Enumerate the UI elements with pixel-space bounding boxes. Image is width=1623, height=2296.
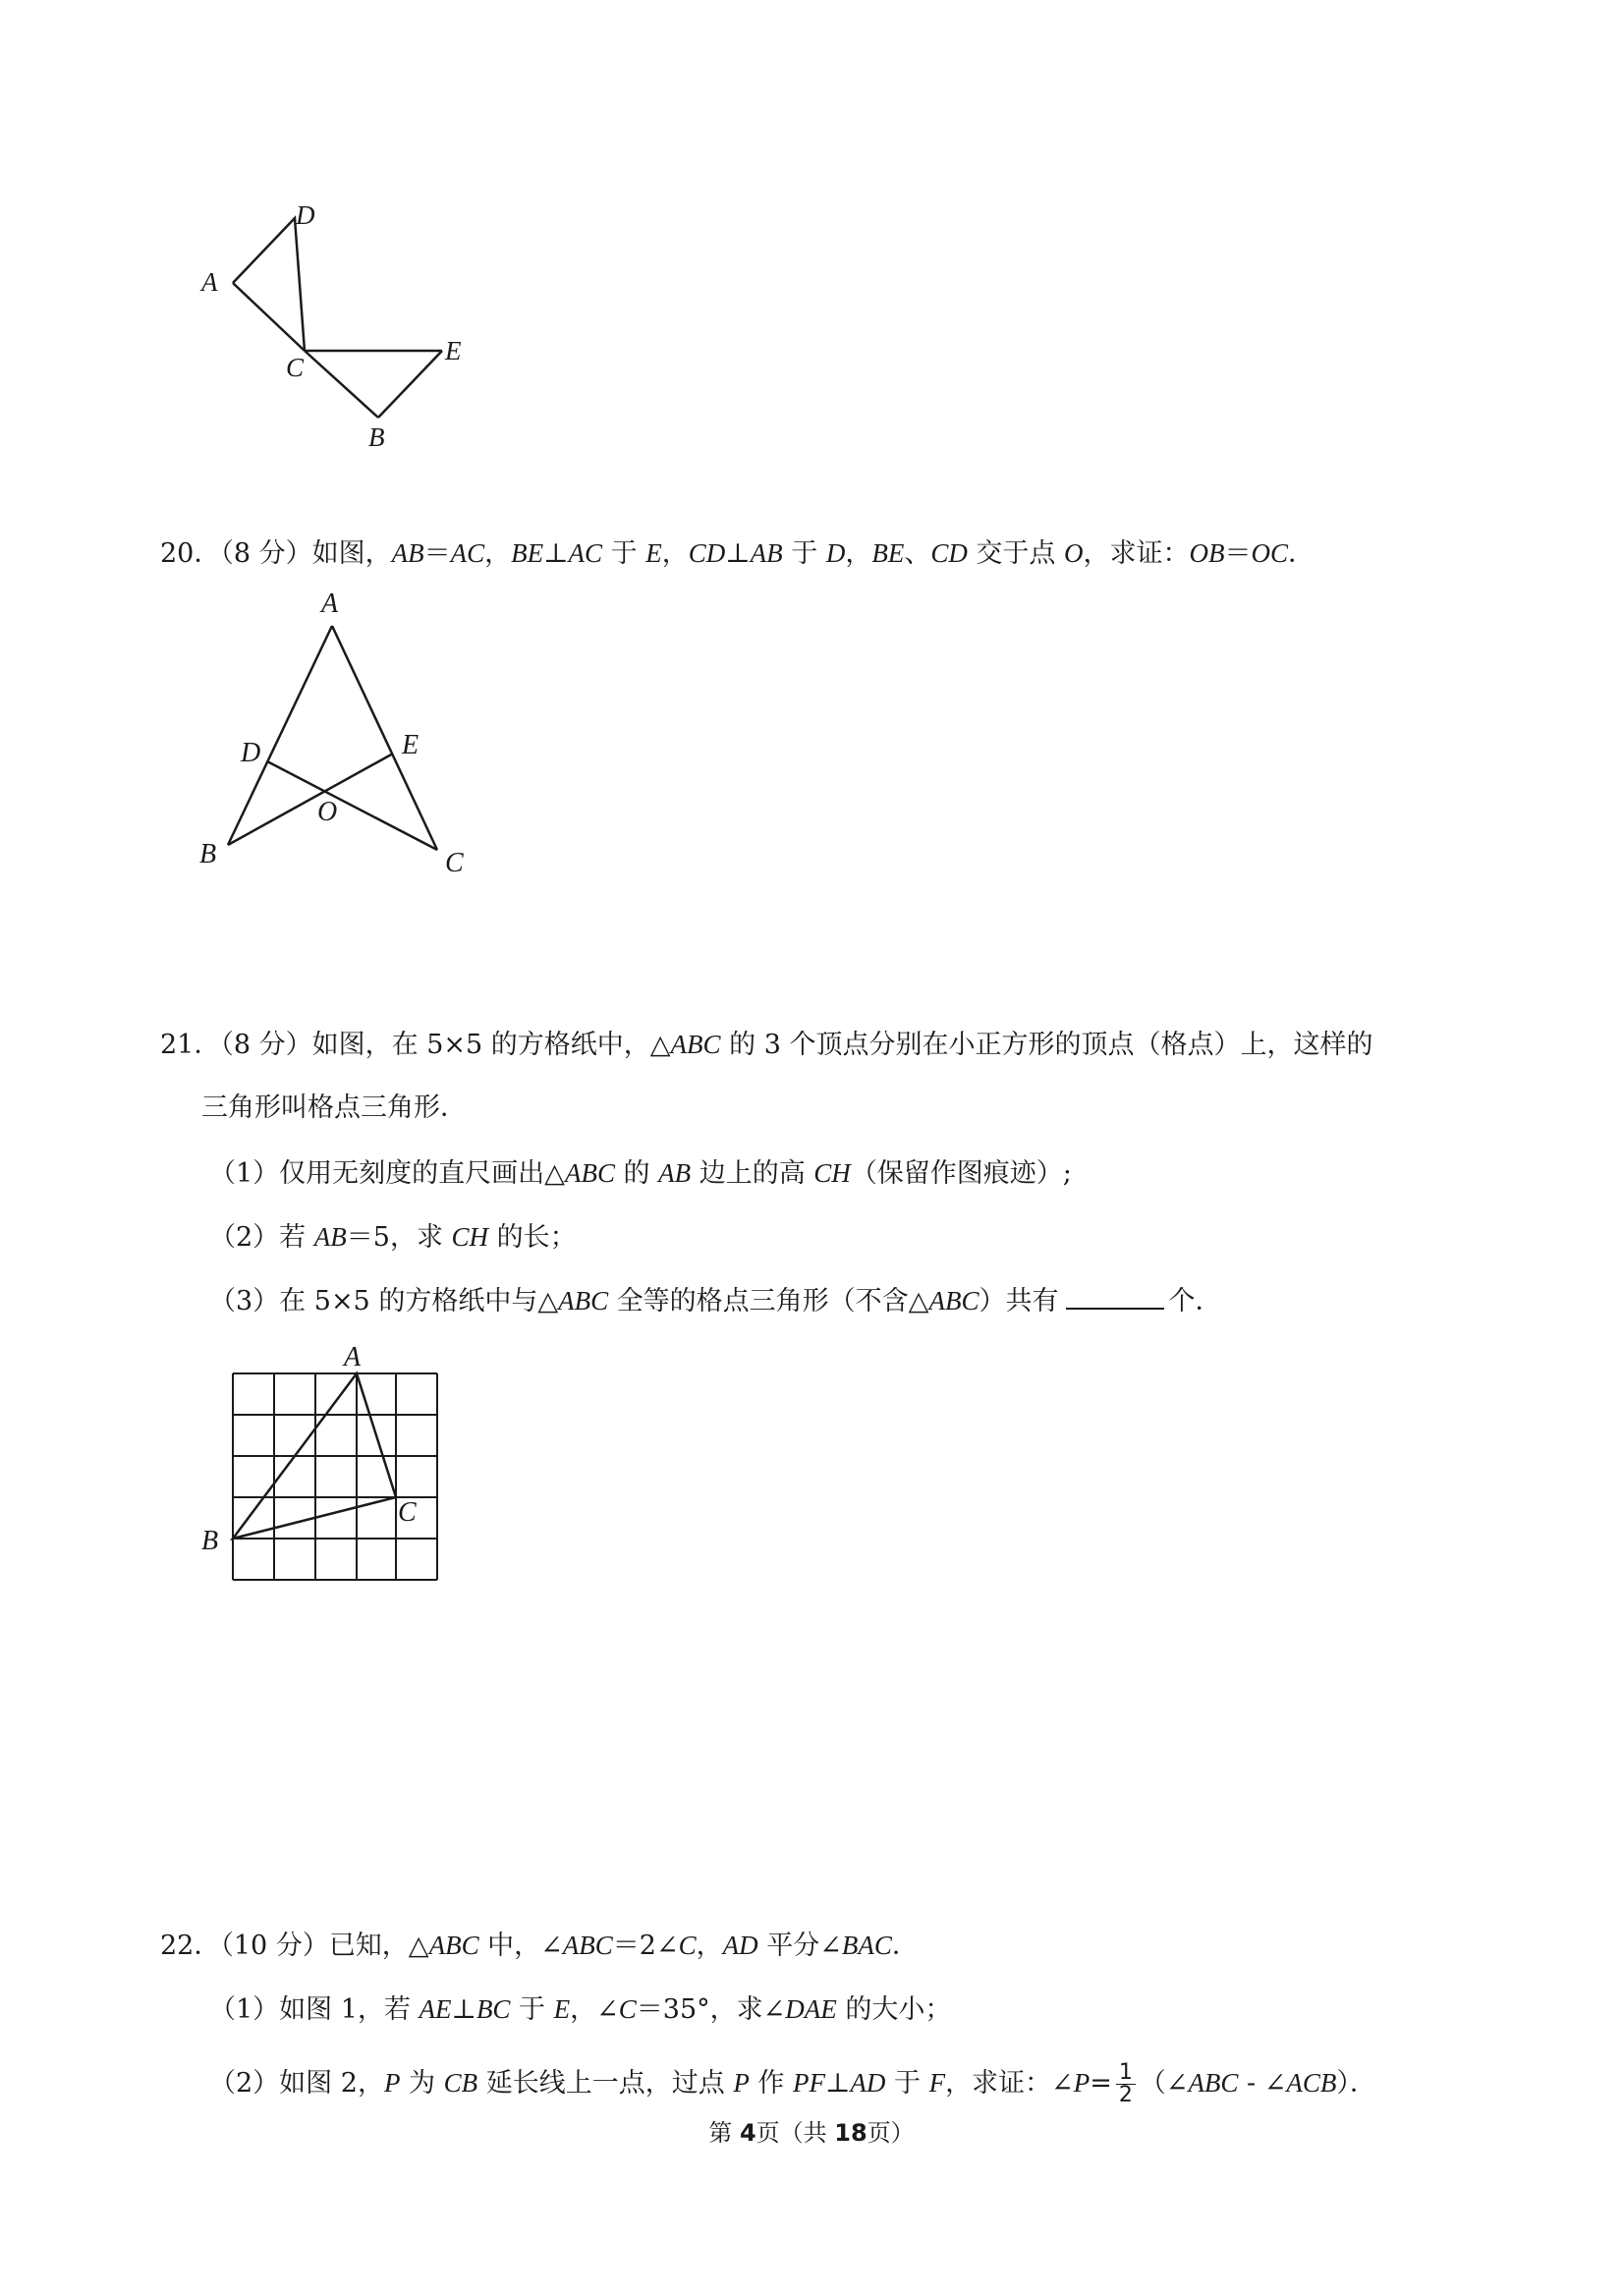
q21-part1: （1）仅用无刻度的直尺画出△ABC 的 AB 边上的高 CH（保留作图痕迹）; xyxy=(209,1158,1072,1189)
label-E: E xyxy=(402,730,420,760)
label-D: D xyxy=(241,738,261,768)
q22-part2: （2）如图 2，P 为 CB 延长线上一点，过点 P 作 PF⊥AD 于 F，求证：∠P= $\frac{1}{2}$ （∠ABC - ∠ACB）． xyxy=(209,2060,1376,2107)
figure-q19 xyxy=(192,196,496,457)
label-O: O xyxy=(317,797,338,827)
label-C: C xyxy=(445,848,464,878)
segment-A-C xyxy=(332,626,437,850)
segment-C-D xyxy=(267,761,437,850)
total-pages: 18 xyxy=(834,2119,867,2147)
label-E: E xyxy=(445,336,462,365)
page-number: 4 xyxy=(739,2119,756,2147)
label-B: B xyxy=(368,422,385,452)
segment-A-D-C xyxy=(233,218,305,351)
q21-statement-line2: 三角形叫格点三角形． xyxy=(201,1092,467,1123)
segment-A-C xyxy=(233,283,305,351)
q20-statement: 20．（8 分）如图，AB＝AC，BE⊥AC 于 E，CD⊥AB 于 D，BE、CD 交于点 O，求证：OB＝OC． xyxy=(160,538,1315,569)
label-B: B xyxy=(199,839,217,869)
fraction-one-half: $\frac{1}{2}$ xyxy=(1116,2062,1136,2106)
segment-C-B xyxy=(305,351,378,418)
q22-statement: 22．（10 分）已知，△ABC 中，∠ABC＝2∠C，AD 平分∠BAC． xyxy=(160,1931,919,1961)
label-D: D xyxy=(296,200,315,230)
page-footer: 第 4页（共 18页） xyxy=(708,2119,915,2147)
q21-part3: （3）在 5×5 的方格纸中与△ABC 全等的格点三角形（不含△ABC）共有 个． xyxy=(209,1286,1222,1316)
label-A: A xyxy=(201,267,218,297)
segment-E-B xyxy=(378,351,442,418)
figure-q21-grid xyxy=(192,1336,457,1592)
figure-q20 xyxy=(192,585,486,889)
label-B: B xyxy=(201,1526,219,1556)
label-C: C xyxy=(398,1497,417,1528)
q21-statement-line1: 21．（8 分）如图，在 5×5 的方格纸中，△ABC 的 3 个顶点分别在小正方形的顶点（格点）上，这样的 xyxy=(160,1030,1373,1060)
q22-part1: （1）如图 1，若 AE⊥BC 于 E，∠C＝35°，求∠DAE 的大小； xyxy=(209,1994,952,2025)
q21-part2: （2）若 AB＝5，求 CH 的长； xyxy=(209,1222,577,1253)
label-A: A xyxy=(321,588,339,619)
label-C: C xyxy=(286,353,305,382)
answer-blank[interactable] xyxy=(1066,1284,1164,1310)
label-A: A xyxy=(344,1342,362,1372)
